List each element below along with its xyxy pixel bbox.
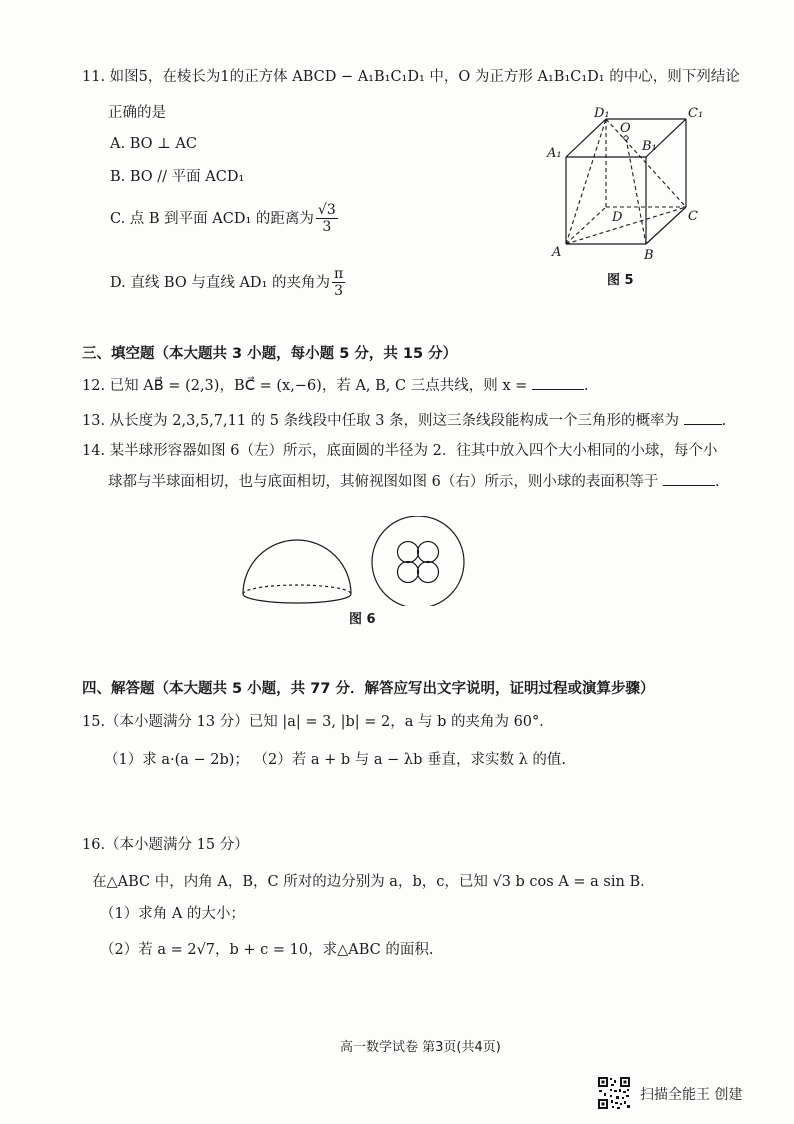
q11-stem-line2: 正确的是	[108, 105, 166, 121]
label-d: D	[612, 210, 623, 225]
label-a: A	[552, 245, 562, 260]
q11-option-c-numerator: √3	[317, 202, 336, 218]
q16-part1: （1）求角 A 的大小；	[100, 906, 245, 922]
q15-line1: 15.（本小题满分 13 分）已知 |a| = 3, |b| = 2，a 与 b 的夹角为 60°．	[82, 714, 554, 730]
q14-answer-blank[interactable]	[663, 471, 715, 486]
top-view-circle	[372, 516, 464, 606]
label-c1: C₁	[688, 106, 704, 121]
point-o	[624, 136, 628, 140]
edge-b-c	[646, 207, 686, 244]
q14-end: .	[714, 474, 720, 490]
q11-option-a: A. BO ⊥ AC	[110, 136, 197, 152]
small-ball-4	[418, 562, 439, 583]
scanner-watermark-text: 扫描全能王 创建	[640, 1087, 743, 1103]
q13-answer-blank[interactable]	[684, 410, 722, 425]
small-ball-3	[398, 562, 419, 583]
q11-option-d	[110, 266, 345, 299]
label-o: O	[620, 121, 631, 136]
label-b: B	[644, 248, 654, 263]
figure-6-caption: 图 6	[349, 612, 376, 627]
q14-line1: 14. 某半球形容器如图 6（左）所示，底面圆的半径为 2．往其中放入四个大小相同的小球，每个小	[82, 443, 718, 459]
q11-option-c-denominator: 3	[322, 219, 332, 235]
small-ball-1	[398, 542, 419, 563]
q14-line2	[108, 471, 720, 492]
q12	[82, 375, 588, 396]
q12-text: 12. 已知 AB⃗ = (2,3)，BC⃗ = (x,−6)，若 A, B, C 三点共线，则 x =	[82, 378, 528, 394]
label-c: C	[688, 209, 698, 224]
q12-end: .	[583, 378, 589, 394]
q15-line2: （1）求 a·(a − 2b)； （2）若 a + b 与 a − λb 垂直，求实数 λ 的值.	[104, 752, 566, 768]
edge-a-d-hidden	[566, 207, 606, 244]
label-b1: B₁	[642, 139, 657, 154]
q11-option-d-fraction	[332, 266, 345, 299]
hemisphere-outline	[243, 540, 351, 594]
q13-text: 13. 从长度为 2,3,5,7,11 的 5 条线段中任取 3 条，则这三条线段能构成一个三角形的概率为	[82, 413, 680, 429]
q11-option-c-text: C. 点 B 到平面 ACD₁ 的距离为	[110, 210, 314, 227]
q11-option-d-numerator: π	[333, 266, 344, 282]
q11-option-c	[110, 202, 338, 235]
base-ellipse-front	[243, 594, 351, 603]
q11-option-b: B. BO // 平面 ACD₁	[110, 169, 245, 185]
figure-6	[235, 516, 465, 606]
q11-option-d-denominator: 3	[334, 283, 344, 299]
small-ball-2	[418, 542, 439, 563]
edge-a1-d1	[566, 119, 606, 157]
q13	[82, 410, 726, 431]
q11-option-d-text: D. 直线 BO 与直线 AD₁ 的夹角为	[110, 274, 330, 291]
q11-stem-line1: 11. 如图5，在棱长为1的正方体 ABCD − A₁B₁C₁D₁ 中，O 为正方形 A₁B₁C₁D₁ 的中心，则下列结论	[82, 69, 740, 85]
q13-end: .	[721, 413, 727, 429]
figure-5-cube	[540, 104, 710, 264]
figure-5-caption: 图 5	[607, 273, 634, 288]
section-4-title: 四、解答题（本大题共 5 小题，共 77 分．解答应写出文字说明，证明过程或演算步骤）	[82, 681, 655, 697]
base-ellipse-back	[243, 585, 351, 594]
label-d1: D₁	[594, 106, 610, 121]
section-3-title: 三、填空题（本大题共 3 小题，每小题 5 分，共 15 分）	[82, 346, 458, 362]
page-footer: 高一数学试卷 第3页(共4页)	[340, 1040, 501, 1055]
q16-part2: （2）若 a = 2√7，b + c = 10，求△ABC 的面积.	[100, 942, 434, 958]
q16-line1: 在△ABC 中，内角 A，B，C 所对的边分别为 a，b，c，已知 √3 b cos A = a sin B．	[92, 874, 655, 890]
q12-answer-blank[interactable]	[532, 375, 584, 390]
q11-option-c-fraction	[316, 202, 338, 235]
q16-header: 16.（本小题满分 15 分）	[82, 837, 249, 853]
line-a-c	[566, 207, 686, 244]
label-a1: A₁	[547, 146, 562, 161]
q14-line2-text: 球都与半球面相切，也与底面相切，其俯视图如图 6（右）所示，则小球的表面积等于	[108, 474, 659, 490]
qr-code-icon	[597, 1076, 631, 1110]
